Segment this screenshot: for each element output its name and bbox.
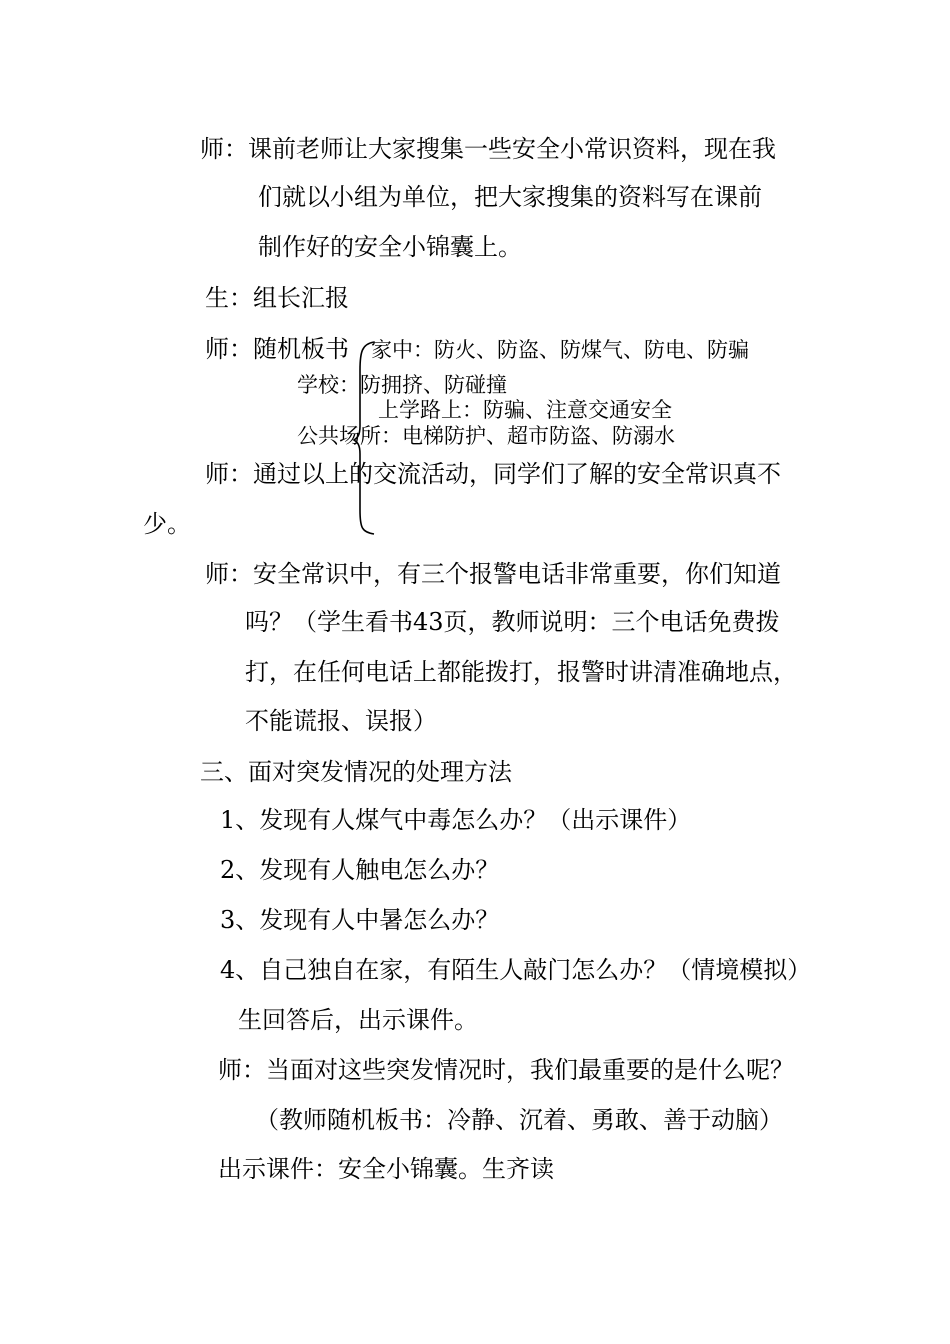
student-answer-line: 生回答后，出示课件。	[238, 1006, 478, 1034]
section-heading: 三、面对突发情况的处理方法	[200, 758, 512, 786]
closing-line: 出示课件：安全小锦囊。生齐读	[218, 1155, 554, 1183]
list-item-gas: 1、发现有人煤气中毒怎么办？（出示课件）	[220, 806, 692, 834]
teacher-summary-line-1: 师：通过以上的交流活动，同学们了解的安全常识真不	[205, 460, 781, 488]
teacher-line-collect-3: 制作好的安全小锦囊上。	[258, 233, 522, 261]
teacher-phone-line-4: 不能谎报、误报）	[245, 707, 437, 735]
board-school: 学校：防拥挤、防碰撞	[297, 373, 507, 397]
teacher-question-line-2: （教师随机板书：冷静、沉着、勇敢、善于动脑）	[255, 1106, 783, 1134]
board-intro: 师：随机板书	[205, 335, 349, 363]
teacher-question-line-1: 师：当面对这些突发情况时，我们最重要的是什么呢？	[218, 1056, 794, 1084]
teacher-phone-line-2: 吗？（学生看书43页，教师说明：三个电话免费拨	[245, 608, 780, 636]
list-item-heatstroke: 3、发现有人中暑怎么办？	[220, 906, 500, 934]
board-public: 公共场所：电梯防护、超市防盗、防溺水	[297, 424, 675, 448]
board-home: 家中：防火、防盗、防煤气、防电、防骗	[371, 338, 749, 362]
teacher-line-collect-2: 们就以小组为单位，把大家搜集的资料写在课前	[258, 183, 762, 211]
list-item-electric: 2、发现有人触电怎么办？	[220, 856, 500, 884]
teacher-summary-line-2: 少。	[143, 510, 191, 538]
teacher-line-collect-1: 师：课前老师让大家搜集一些安全小常识资料，现在我	[200, 135, 776, 163]
teacher-phone-line-1: 师：安全常识中，有三个报警电话非常重要，你们知道	[205, 560, 781, 588]
list-item-stranger: 4、自己独自在家，有陌生人敲门怎么办？（情境模拟）	[220, 956, 812, 984]
teacher-phone-line-3: 打，在任何电话上都能拨打，报警时讲清准确地点，	[245, 658, 797, 686]
board-road: 上学路上：防骗、注意交通安全	[378, 398, 672, 422]
student-report-line: 生：组长汇报	[205, 284, 349, 312]
